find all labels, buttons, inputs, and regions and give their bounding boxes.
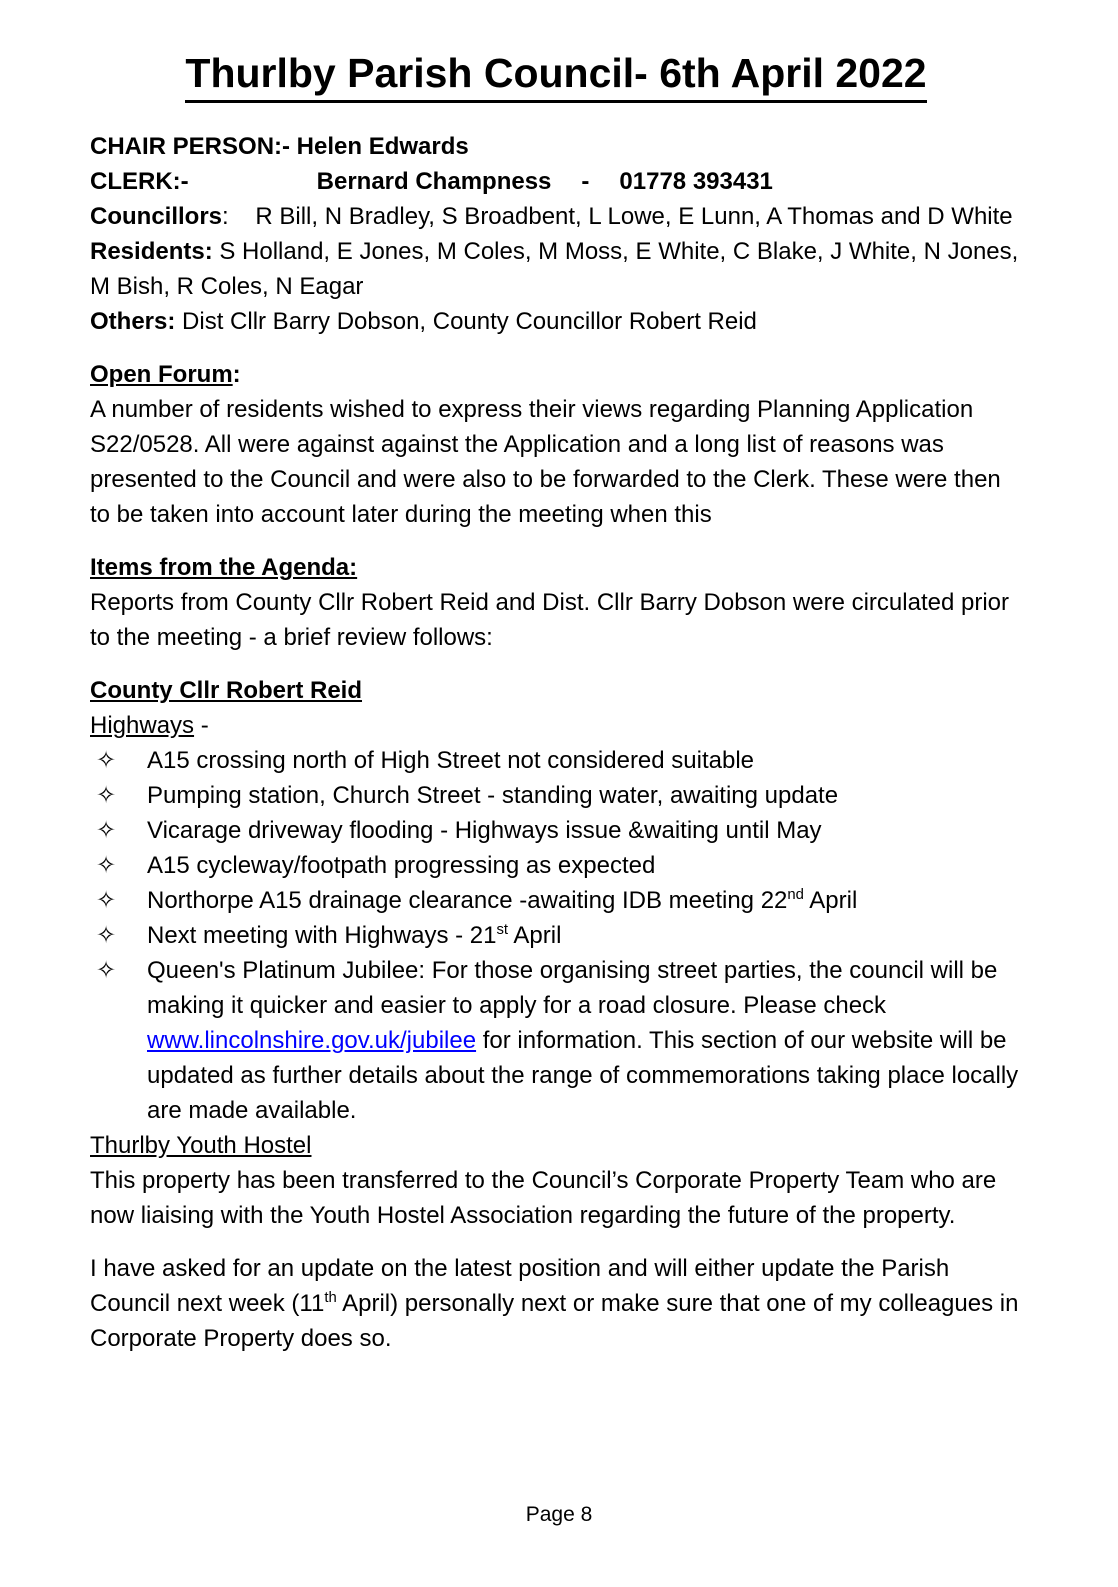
list-item bbox=[90, 778, 1022, 813]
open-forum-heading-text: Open Forum bbox=[90, 361, 233, 389]
list-item bbox=[90, 848, 1022, 883]
chair-person-name: Helen Edwards bbox=[296, 133, 469, 161]
open-forum-heading bbox=[90, 357, 1022, 392]
open-forum-section bbox=[90, 357, 1022, 532]
county-cllr-heading bbox=[90, 673, 1022, 708]
clerk-dash: - bbox=[581, 168, 590, 196]
clerk-phone: 01778 393431 bbox=[619, 168, 773, 196]
bullet-text: Vicarage driveway flooding - Highways issue &waiting until May bbox=[147, 817, 822, 845]
diamond-bullet-icon: ✧ bbox=[96, 922, 117, 950]
bullet-text: Next meeting with Highways - 21 bbox=[147, 922, 497, 950]
jubilee-link[interactable]: www.lincolnshire.gov.uk/jubilee bbox=[147, 1027, 477, 1055]
county-cllr-section bbox=[90, 673, 1025, 1233]
jubilee-text-pre: Queen's Platinum Jubilee: For those organising street parties, the council will be making it quicker and easier to apply for a road closure. Please check bbox=[147, 957, 1005, 1020]
agenda-section bbox=[90, 550, 1022, 655]
page-title-text: Thurlby Parish Council- 6th April 2022 bbox=[185, 50, 926, 103]
highways-subheading bbox=[90, 708, 1022, 743]
councillors-names: R Bill, N Bradley, S Broadbent, L Lowe, E Lunn, A Thomas and D White bbox=[255, 203, 1013, 231]
diamond-bullet-icon: ✧ bbox=[96, 887, 117, 915]
bullet-text: A15 cycleway/footpath progressing as expected bbox=[147, 852, 656, 880]
youth-hostel-update-section bbox=[90, 1251, 1026, 1356]
highways-subheading-text: Highways bbox=[90, 712, 195, 740]
page-number: Page 8 bbox=[525, 1503, 593, 1526]
highways-subheading-suffix: - bbox=[194, 712, 209, 740]
ordinal-suffix: nd bbox=[787, 887, 804, 904]
agenda-heading bbox=[90, 550, 1022, 585]
residents-line bbox=[90, 234, 1025, 304]
list-item bbox=[90, 883, 1022, 918]
page-footer bbox=[0, 1502, 1118, 1528]
bullet-text-post: April bbox=[508, 922, 562, 950]
open-forum-heading-colon: : bbox=[232, 361, 241, 389]
diamond-bullet-icon: ✧ bbox=[96, 747, 117, 775]
list-item bbox=[90, 743, 1022, 778]
ordinal-suffix: th bbox=[324, 1290, 337, 1307]
others-names: Dist Cllr Barry Dobson, County Councillor Robert Reid bbox=[175, 308, 757, 336]
list-item bbox=[90, 918, 1022, 953]
diamond-bullet-icon: ✧ bbox=[96, 817, 117, 845]
others-label: Others: bbox=[90, 308, 176, 336]
bullet-text: Northorpe A15 drainage clearance -awaiting IDB meeting 22 bbox=[147, 887, 788, 915]
bullet-text-post: April bbox=[803, 887, 858, 915]
agenda-heading-text: Items from the Agenda: bbox=[90, 554, 358, 582]
update-text-pre: I have asked for an update on the latest position and will either update the Parish Council next week (11 bbox=[90, 1255, 956, 1318]
chair-person-line bbox=[90, 129, 1022, 164]
councillors-line bbox=[90, 199, 1022, 234]
youth-hostel-paragraph: This property has been transferred to the Council’s Corporate Property Team who are now liaising with the Youth Hostel Association regarding the future of the property. bbox=[90, 1167, 1003, 1230]
youth-hostel-heading bbox=[90, 1128, 1022, 1163]
bullet-text: A15 crossing north of High Street not considered suitable bbox=[147, 747, 755, 775]
page-title bbox=[90, 50, 1022, 103]
councillors-colon: : bbox=[222, 203, 256, 231]
residents-label: Residents: bbox=[90, 238, 213, 266]
youth-hostel-update-paragraph bbox=[90, 1251, 1026, 1356]
bullet-text: Pumping station, Church Street - standing water, awaiting update bbox=[147, 782, 839, 810]
diamond-bullet-icon: ✧ bbox=[96, 852, 117, 880]
chair-person-label: CHAIR PERSON:- bbox=[90, 133, 297, 161]
diamond-bullet-icon: ✧ bbox=[96, 782, 117, 810]
agenda-paragraph: Reports from County Cllr Robert Reid and Dist. Cllr Barry Dobson were circulated prior to the meeting - a brief review follows: bbox=[90, 589, 1016, 652]
highways-bullet-list bbox=[90, 743, 1025, 1128]
diamond-bullet-icon: ✧ bbox=[96, 957, 117, 985]
clerk-line bbox=[90, 164, 1022, 199]
open-forum-paragraph: A number of residents wished to express their views regarding Planning Application S22/0528. All were against against the Application and a long list of reasons was presented to the Council and were also to be forwarded to the Clerk. These were then to be taken into account later during the meeting when this bbox=[90, 396, 1008, 529]
residents-names: S Holland, E Jones, M Coles, M Moss, E White, C Blake, J White, N Jones, M Bish, R Coles, N Eagar bbox=[90, 238, 1025, 301]
youth-hostel-heading-text: Thurlby Youth Hostel bbox=[90, 1132, 312, 1160]
others-line bbox=[90, 304, 1022, 339]
clerk-label: CLERK:- bbox=[90, 168, 189, 196]
attendance-block bbox=[90, 129, 1025, 339]
county-cllr-heading-text: County Cllr Robert Reid bbox=[90, 677, 363, 705]
ordinal-suffix: st bbox=[496, 922, 509, 939]
list-item bbox=[90, 813, 1022, 848]
update-text-post: April) personally next or make sure that one of my colleagues in Corporate Property does so. bbox=[90, 1290, 1026, 1353]
clerk-name: Bernard Champness bbox=[316, 168, 552, 196]
councillors-label: Councillors bbox=[90, 203, 223, 231]
list-item-jubilee bbox=[90, 953, 1025, 1128]
jubilee-text-post: for information. This section of our website will be updated as further details about the range of commemorations taking place locally are made available. bbox=[147, 1027, 1025, 1125]
